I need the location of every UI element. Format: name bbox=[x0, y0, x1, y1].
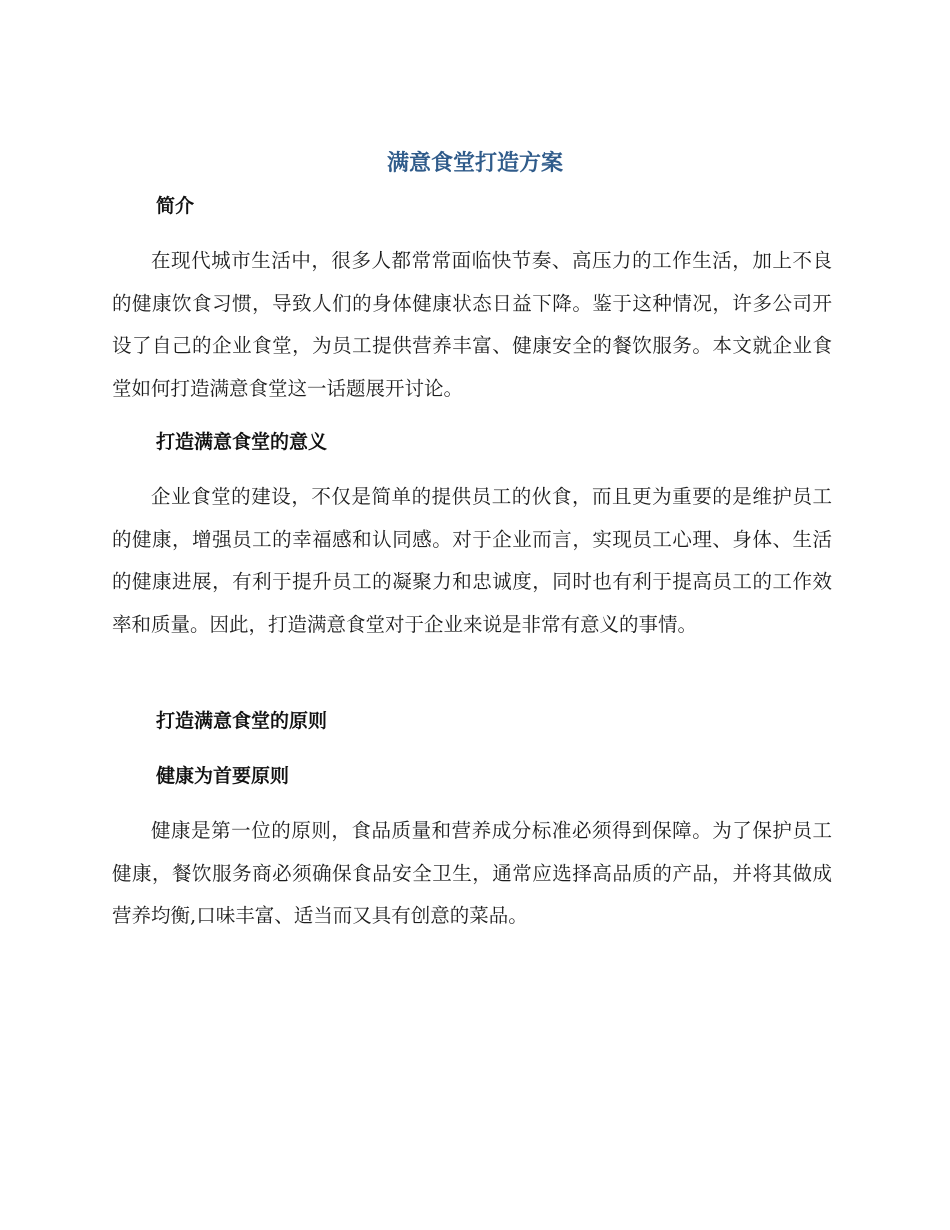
section-paragraph-significance: 企业食堂的建设，不仅是简单的提供员工的伙食，而且更为重要的是维护员工的健康，增强员工的幸福感和认同感。对于企业而言，实现员工心理、身体、生活的健康进展，有利于提升员工的凝聚力和忠诚度，同时也有利于提高员工的工作效率和质量。因此，打造满意食堂对于企业来说是非常有意义的事情。 bbox=[112, 485, 832, 636]
section-paragraph-health-first: 健康是第一位的原则，食品质量和营养成分标准必须得到保障。为了保护员工健康，餐饮服务商必须确保食品安全卫生，通常应选择高品质的产品，并将其做成营养均衡,口味丰富、适当而又具有创意的菜品。 bbox=[112, 819, 832, 927]
section-heading-intro: 简介 bbox=[156, 195, 195, 217]
section-heading-principles: 打造满意食堂的原则 bbox=[156, 710, 328, 732]
section-heading-health-first: 健康为首要原则 bbox=[156, 765, 290, 787]
section-heading-significance: 打造满意食堂的意义 bbox=[156, 431, 328, 453]
document-title: 满意食堂打造方案 bbox=[386, 151, 563, 176]
section-paragraph-intro: 在现代城市生活中，很多人都常常面临快节奏、高压力的工作生活，加上不良的健康饮食习惯，导致人们的身体健康状态日益下降。鉴于这种情况，许多公司开设了自己的企业食堂，为员工提供营养丰富、健康安全的餐饮服务。本文就企业食堂如何打造满意食堂这一话题展开讨论。 bbox=[112, 249, 832, 400]
